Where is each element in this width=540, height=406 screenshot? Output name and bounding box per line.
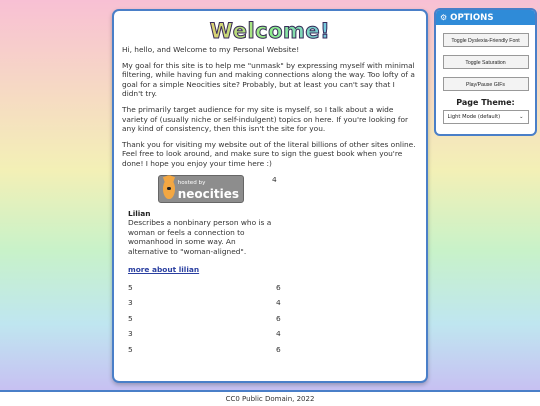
badge-text bbox=[178, 178, 239, 200]
number-row bbox=[122, 283, 417, 298]
gear-icon: ⚙ bbox=[440, 13, 448, 22]
number-cell-right: 6 bbox=[276, 313, 281, 323]
lilian-description: Describes a nonbinary person who is a woman or feels a connection to womanhood in some way. An alternative to "woman-aligned". bbox=[128, 218, 272, 256]
toggle-dyslexia-font-button[interactable]: Toggle Dyslexia-Friendly Font bbox=[443, 33, 529, 47]
main-content bbox=[114, 45, 426, 360]
intro-paragraph-4: Thank you for visiting my website out of the literal billions of other sites online. Feel free to look around, and make sure to sign the guest book when you're done! I hope you enjoy your time here :) bbox=[122, 139, 416, 168]
intro-paragraph-3: The primarily target audience for my site is myself, so I talk about a wide variety of (usually niche or self-indulgent) topics on here. If you're looking for any kind of consistency, then this isn't the site for you. bbox=[122, 104, 409, 134]
number-cell-left: 3 bbox=[128, 329, 133, 339]
options-panel bbox=[434, 8, 537, 136]
options-header bbox=[436, 10, 535, 25]
play-pause-gifs-button[interactable]: Play/Pause GIFs bbox=[443, 77, 529, 91]
page-theme-label: Page Theme: bbox=[456, 98, 515, 107]
page-theme-selected: Light Mode (default) bbox=[447, 114, 501, 120]
cat-icon bbox=[163, 179, 175, 199]
page-theme-select[interactable] bbox=[443, 110, 529, 124]
badge-column bbox=[122, 175, 272, 275]
badge-hosted-by: hosted by bbox=[177, 179, 206, 186]
main-content-card bbox=[112, 9, 428, 383]
neocities-badge[interactable] bbox=[158, 175, 244, 203]
number-cell-right: 6 bbox=[276, 283, 281, 293]
number-row bbox=[122, 314, 417, 329]
toggle-saturation-button[interactable]: Toggle Saturation bbox=[443, 55, 529, 69]
intro-paragraph-1: Hi, hello, and Welcome to my Personal Website! bbox=[122, 45, 300, 54]
page-title: Welcome! bbox=[114, 17, 426, 45]
number-rows bbox=[122, 283, 417, 360]
lilian-block bbox=[122, 209, 272, 275]
number-cell-right: 4 bbox=[276, 298, 281, 308]
options-title: OPTIONS bbox=[450, 12, 494, 23]
badge-neocities: neocities bbox=[177, 186, 239, 201]
chevron-down-icon: ⌄ bbox=[519, 114, 524, 120]
number-row bbox=[122, 298, 417, 313]
footer-text: CC0 Public Domain, 2022 bbox=[225, 395, 315, 403]
cat-eye-right bbox=[167, 187, 170, 190]
intro-paragraph-2: My goal for this site is to help me "unmask" by expressing myself with minimal filtering, while having fun and making connections along the way. Too lofty of a goal for a simple Neocities site? Probably, but at least you can't say that I didn't try. bbox=[122, 60, 415, 99]
number-row bbox=[122, 345, 417, 360]
lilian-name: Lilian bbox=[128, 208, 151, 218]
number-cell-left: 5 bbox=[128, 283, 133, 293]
number-cell-left: 5 bbox=[128, 313, 133, 323]
number-cell-left: 5 bbox=[128, 344, 133, 354]
number-cell-right: 6 bbox=[276, 344, 281, 354]
more-about-lilian-link[interactable]: more about lilian bbox=[128, 264, 200, 274]
number-row bbox=[122, 329, 417, 344]
footer bbox=[0, 390, 540, 406]
badge-side-number: 4 bbox=[272, 174, 277, 184]
badge-grid bbox=[122, 175, 417, 275]
number-cell-right: 4 bbox=[276, 329, 281, 339]
number-cell-left: 3 bbox=[128, 298, 133, 308]
